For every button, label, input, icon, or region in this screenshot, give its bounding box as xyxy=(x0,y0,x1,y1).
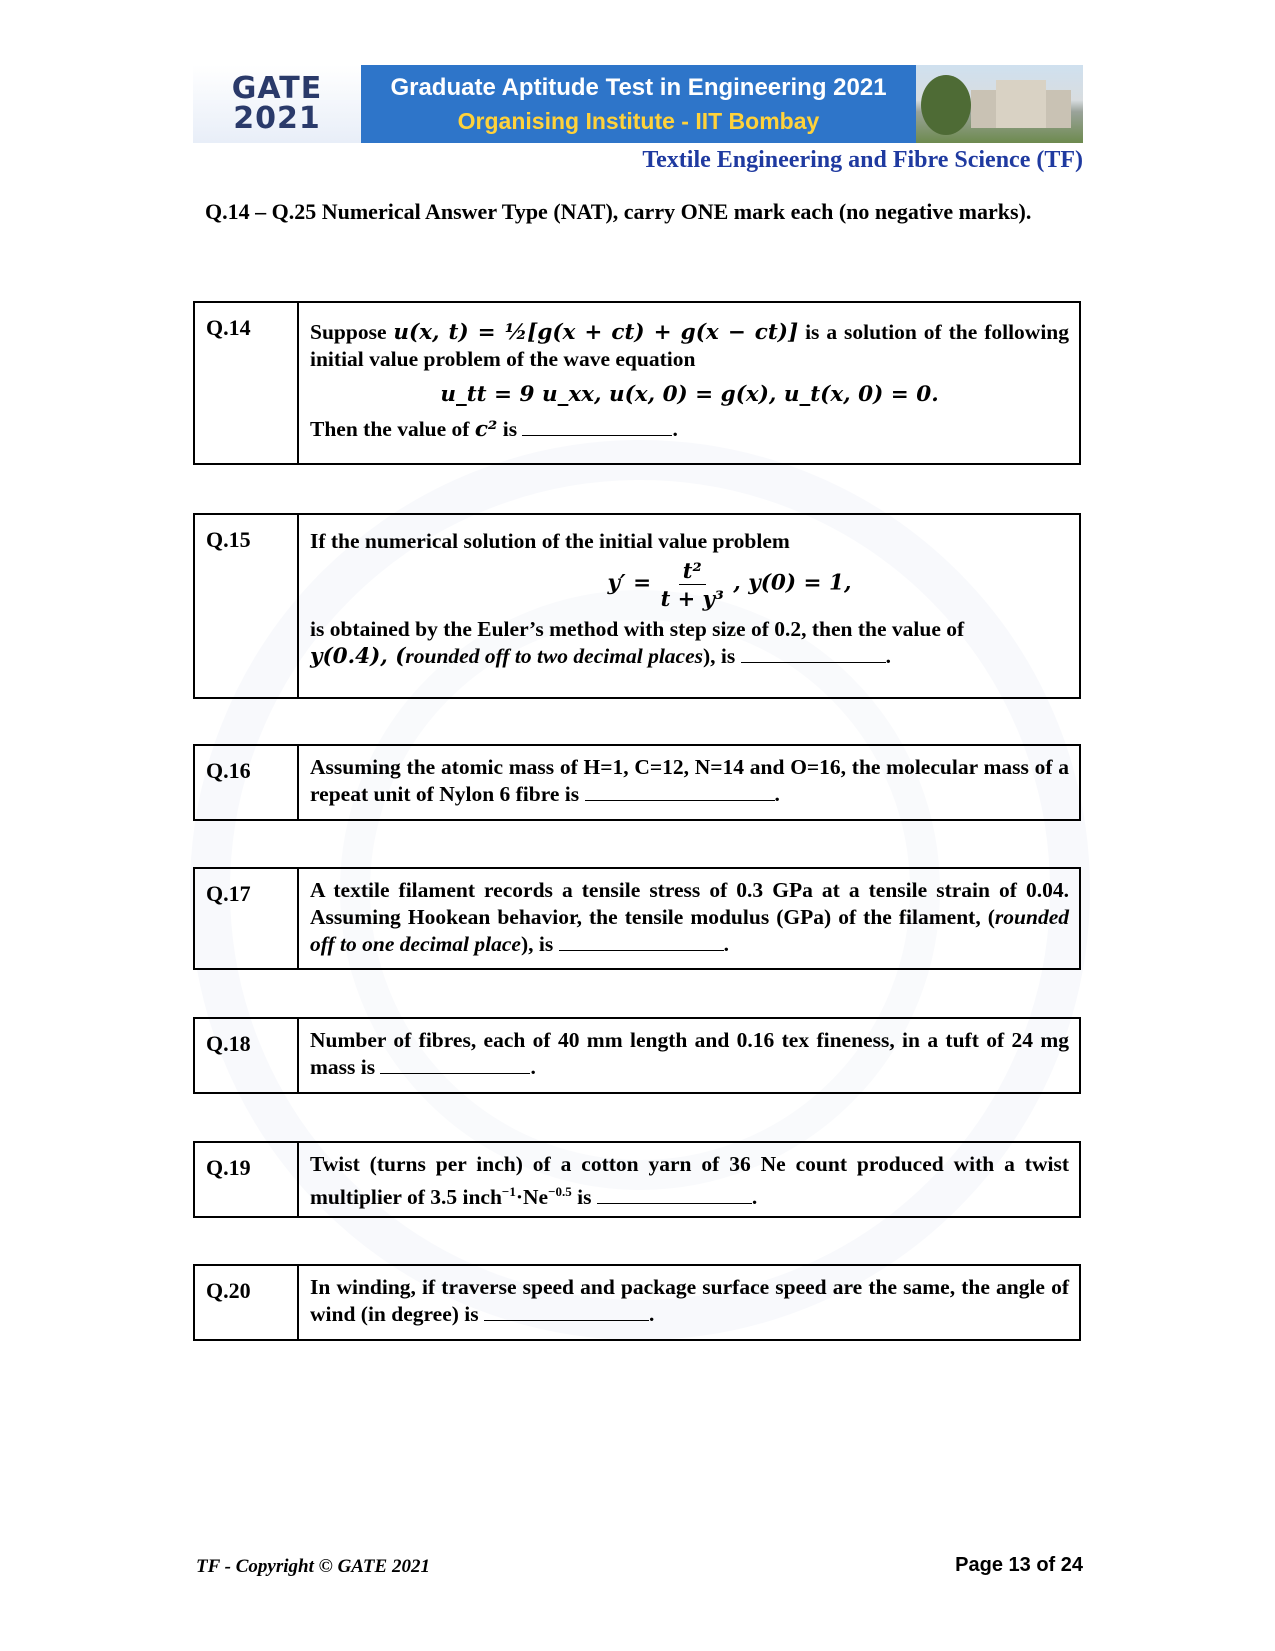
q15-intro: If the numerical solution of the initial value problem xyxy=(310,529,790,553)
header-banner xyxy=(193,65,1083,143)
answer-blank[interactable] xyxy=(484,1302,649,1321)
question-body: Number of fibres, each of 40 mm length and 0.16 tex fineness, in a tuft of 24 mg mass is . xyxy=(310,1028,1069,1079)
question-body: In winding, if traverse speed and package surface speed are the same, the angle of wind (in degree) is . xyxy=(310,1275,1069,1326)
q20-text: In winding, if traverse speed and package surface speed are the same, the angle of wind (in degree) is xyxy=(310,1275,1069,1326)
question-number: Q.17 xyxy=(195,869,299,968)
header-title xyxy=(361,65,916,143)
q15-equation xyxy=(390,557,1069,612)
page-number: Page 13 of 24 xyxy=(955,1554,1083,1576)
q19-sup2: −0.5 xyxy=(548,1184,572,1199)
question-body: Twist (turns per inch) of a cotton yarn of 36 Ne count produced with a twist multiplier of 3.5 $inch^{-1}\cdot Ne^{-0.5}$ is . xyxy=(310,1152,1069,1210)
question-19 xyxy=(193,1141,1081,1218)
subject-title: Textile Engineering and Fibre Science (TF) xyxy=(642,147,1083,173)
question-number: Q.19 xyxy=(195,1143,299,1216)
q14-equation: u_tt = 9 u_xx, u(x, 0) = g(x), u_t(x, 0) = 0. xyxy=(440,382,939,407)
answer-blank[interactable] xyxy=(559,932,724,951)
q19-sup1: −1 xyxy=(501,1184,516,1199)
q15-rounding: rounded off to two decimal places xyxy=(405,644,703,668)
q15-text2-a: y(0.4), ( xyxy=(310,644,406,669)
q14-final-prefix: Then the value of xyxy=(310,417,470,441)
question-16 xyxy=(193,744,1081,821)
question-body: Suppose u(x, t) = ½[g(x + ct) + g(x − ct)] is a solution of the following initial value problem of the wave equation u_tt = 9 u_xx, u(x, 0) = g(x), u_t(x, 0) = 0. Then the value of c² is . xyxy=(310,320,1070,442)
logo-line1: GATE xyxy=(231,71,323,106)
q15-text: is obtained by the Euler’s method with step size of 0.2, then the value of xyxy=(310,617,965,641)
question-number: Q.16 xyxy=(195,746,299,819)
institute-title: Organising Institute - IIT Bombay xyxy=(457,107,820,134)
q16-text: Assuming the atomic mass of H=1, C=12, N=14 and O=16, the molecular mass of a repeat unit of Nylon 6 fibre is xyxy=(310,755,1069,806)
campus-photo xyxy=(916,65,1083,143)
question-number: Q.18 xyxy=(195,1019,299,1092)
answer-blank[interactable] xyxy=(522,417,672,436)
q15-eq-lhs: y′ = xyxy=(607,570,652,596)
q19-text: Twist (turns per inch) of a cotton yarn of 36 Ne count produced with a twist multiplier of 3.5 inch xyxy=(310,1152,1069,1210)
gate-logo xyxy=(193,65,361,143)
q17-text-end: ), is xyxy=(520,932,554,956)
answer-blank[interactable] xyxy=(741,644,886,663)
question-number: Q.20 xyxy=(195,1266,299,1339)
q15-numerator: t² xyxy=(679,557,706,585)
q14-formula: u(x, t) = ½[g(x + ct) + g(x − ct)] xyxy=(393,320,799,345)
question-body: A textile filament records a tensile stress of 0.3 GPa at a tensile strain of 0.04. Assuming Hookean behavior, the tensile modulus (GPa) of the filament, (rounded off to one decimal place), is . xyxy=(310,878,1069,956)
exam-title: Graduate Aptitude Test in Engineering 2021 xyxy=(390,73,887,101)
question-body: Assuming the atomic mass of H=1, C=12, N=14 and O=16, the molecular mass of a repeat unit of Nylon 6 fibre is . xyxy=(310,755,1069,806)
photo-tree xyxy=(921,75,971,135)
q17-rounding: rounded off to one decimal place xyxy=(310,905,1069,956)
answer-blank[interactable] xyxy=(380,1055,530,1074)
q15-eq-rhs: , y(0) = 1, xyxy=(733,570,852,596)
q15-denominator: t + y³ xyxy=(660,586,724,611)
q18-text: Number of fibres, each of 40 mm length and 0.16 tex fineness, in a tuft of 24 mg mass is xyxy=(310,1028,1069,1079)
question-20 xyxy=(193,1264,1081,1341)
q15-text2-b: ), is xyxy=(703,644,736,668)
q19-mid: ·Ne xyxy=(515,1185,549,1210)
q14-text: is a solution of the following initial value problem of the wave equation xyxy=(310,320,1070,371)
q14-final-var: c² xyxy=(474,417,498,442)
photo-building-tower xyxy=(996,80,1046,128)
answer-blank[interactable] xyxy=(585,782,775,801)
answer-blank[interactable] xyxy=(597,1185,752,1204)
q19-text-end: is xyxy=(571,1185,592,1210)
q15-fraction xyxy=(657,557,728,612)
question-body: If the numerical solution of the initial value problem y′ = $\frac{\text{t²}}{\text{t + y³}}$ , y(0) = 1, is obtained by the Euler’s method with step size of 0.2, then the value of y(0.4), (rounded off to two decimal places), is . xyxy=(299,515,1079,697)
footer-copyright: TF - Copyright © GATE 2021 xyxy=(196,1556,430,1577)
q14-final-suffix: is xyxy=(502,417,518,441)
q14-intro: Suppose xyxy=(310,320,387,344)
question-15 xyxy=(193,513,1081,699)
q17-text: A textile filament records a tensile stress of 0.3 GPa at a tensile strain of 0.04. Assuming Hookean behavior, the tensile modulus (GPa) of the filament, ( xyxy=(310,878,1069,929)
question-17 xyxy=(193,867,1081,970)
question-number: Q.15 xyxy=(195,515,299,697)
question-14 xyxy=(193,301,1081,465)
logo-line2: 2021 xyxy=(233,101,321,136)
question-18 xyxy=(193,1017,1081,1094)
question-number: Q.14 xyxy=(195,303,299,463)
section-heading: Q.14 – Q.25 Numerical Answer Type (NAT), carry ONE mark each (no negative marks). xyxy=(205,199,1032,224)
